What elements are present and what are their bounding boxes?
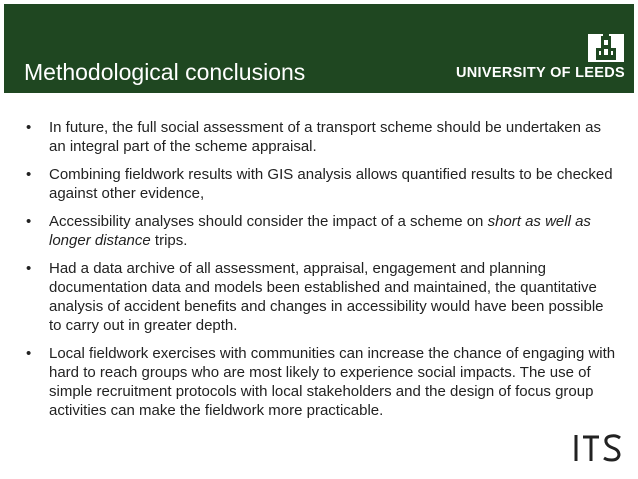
slide-title: Methodological conclusions bbox=[24, 59, 306, 85]
its-logo-icon bbox=[572, 433, 624, 463]
bullet-text: Had a data archive of all assessment, appraisal, engagement and planning documentation data and models been established and maintained, the quantitative analysis of accident benefits and changes in accessibility would have been possible to carry out in greater depth. bbox=[49, 260, 604, 334]
bullet-text: Local fieldwork exercises with communities can increase the chance of engaging with hard to reach groups who are most likely to experience social impacts. The use of simple recruitment protocols with local stakeholders and the design of focus group activities can make the fieldwork more practicable. bbox=[49, 345, 616, 419]
bullet-emphasis: short as well as longer distance bbox=[49, 213, 591, 249]
university-logo bbox=[456, 34, 624, 86]
bullet-item: • Local fieldwork exercises with communities can increase the chance of engaging with hard to reach groups who are most likely to experience social impacts. The use of simple recruitment protocols with local stakeholders and the design of focus group activities can make the fieldwork more practicable. bbox=[26, 345, 616, 419]
bullet-text: In future, the full social assessment of a transport scheme should be undertaken as an integral part of the scheme appraisal. bbox=[49, 119, 601, 155]
bullet-item: • Combining fieldwork results with GIS analysis allows quantified results to be checked against other evidence, bbox=[26, 165, 616, 203]
university-tower-icon bbox=[588, 34, 624, 62]
bullet-list bbox=[26, 118, 616, 429]
bullet-item: • Had a data archive of all assessment, appraisal, engagement and planning documentation data and models been established and maintained, the quantitative analysis of accident benefits and changes in accessibility would have been possible to carry out in greater depth. bbox=[26, 259, 616, 335]
bullet-item: • In future, the full social assessment of a transport scheme should be undertaken as an integral part of the scheme appraisal. bbox=[26, 118, 616, 156]
bullet-text: Combining fieldwork results with GIS analysis allows quantified results to be checked against other evidence, bbox=[49, 166, 613, 202]
bullet-item: • Accessibility analyses should consider the impact of a scheme on short as well as longer distance trips. bbox=[26, 212, 616, 250]
university-name: UNIVERSITY OF LEEDS bbox=[456, 65, 625, 81]
bullet-text: Accessibility analyses should consider the impact of a scheme on short as well as longer distance trips. bbox=[49, 213, 591, 249]
header-bar bbox=[4, 4, 634, 93]
